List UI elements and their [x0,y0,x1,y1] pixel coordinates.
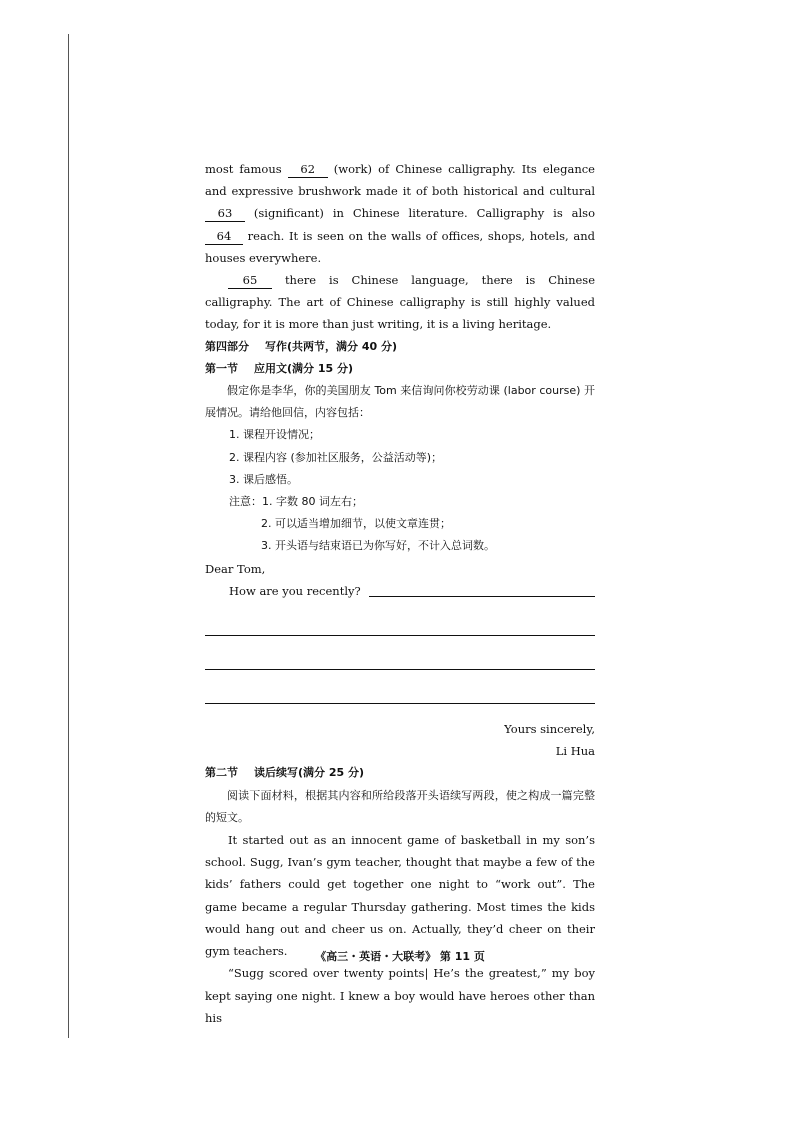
passage-text: there is Chinese language, there is Chinese calligraphy. The art of Chinese calligraphy is still highly valued today, for it is more than just writing, it is a living heritage. [205,273,595,332]
section2-heading-right: 读后续写(满分 25 分) [254,766,365,780]
exam-page [205,158,595,1029]
requirement-item: 1. 课程开设情况； [229,428,320,442]
section1-prompt: 假定你是李华，你的美国朋友 Tom 来信询问你校劳动课 (labor course) 开展情况。请给他回信，内容包括： [205,384,595,420]
section1-heading [205,358,595,380]
passage-text: most famous [205,162,288,176]
writing-line[interactable] [205,602,595,636]
writing-line[interactable] [205,636,595,670]
story-paragraph-2: “Sugg scored over twenty points| He’s the greatest,” my boy kept saying one night. I knew a boy would have heroes other than his [205,966,595,1025]
note-item: 注意：1. 字数 80 词左右； [229,495,363,509]
letter-opening: How are you recently? [229,583,361,598]
letter-closing: Yours sincerely, [504,722,595,737]
page-footer: 《高三・英语・大联考》 第 11 页 [315,950,485,963]
note-item: 3. 开头语与结束语已为你写好，不计入总词数。 [261,539,495,553]
requirement-item: 2. 课程内容 (参加社区服务，公益活动等)； [229,450,443,464]
section1-heading-right: 应用文(满分 15 分) [254,361,354,375]
passage-paragraph-2 [205,269,595,336]
letter-opening-row [229,580,595,602]
blank-65: 65 [228,273,272,289]
part4-heading-right: 写作(共两节，满分 40 分) [265,339,398,353]
passage-text: (significant) in Chinese literature. Calligraphy is also [245,206,595,221]
requirement-item: 3. 课后感悟。 [229,472,298,486]
section2-instruction: 阅读下面材料，根据其内容和所给段落开头语续写两段，使之构成一篇完整的短文。 [205,788,595,824]
part4-heading-left: 第四部分 [205,339,249,353]
binding-margin-line [68,34,69,1038]
writing-line[interactable] [205,670,595,704]
passage-paragraph-1 [205,158,595,269]
part4-heading [205,336,595,358]
writing-line[interactable] [369,595,595,597]
section1-heading-left: 第一节 [205,361,238,375]
letter-salutation: Dear Tom, [205,561,266,576]
blank-62: 62 [288,162,328,178]
blank-63: 63 [205,206,245,222]
passage-text: (work) of Chinese calligraphy. Its elegance and expressive brushwork made it of both historical and cultural [205,162,595,199]
blank-64: 64 [205,229,243,245]
section2-heading-left: 第二节 [205,766,238,780]
note-item: 2. 可以适当增加细节，以使文章连贯； [261,517,451,531]
story-paragraph-1: It started out as an innocent game of basketball in my son’s school. Sugg, Ivan’s gym teacher, thought that maybe a few of the kids’ fathers could get together one night to “work out”. The game became a regular Thursday gathering. Most times the kids would hang out and cheer us on. Actually, they’d cheer on their gym teachers. [205,833,595,959]
section2-heading [205,762,595,784]
letter-signature: Li Hua [555,744,595,759]
passage-text: reach. It is seen on the walls of offices, shops, hotels, and houses everywhere. [205,228,595,265]
